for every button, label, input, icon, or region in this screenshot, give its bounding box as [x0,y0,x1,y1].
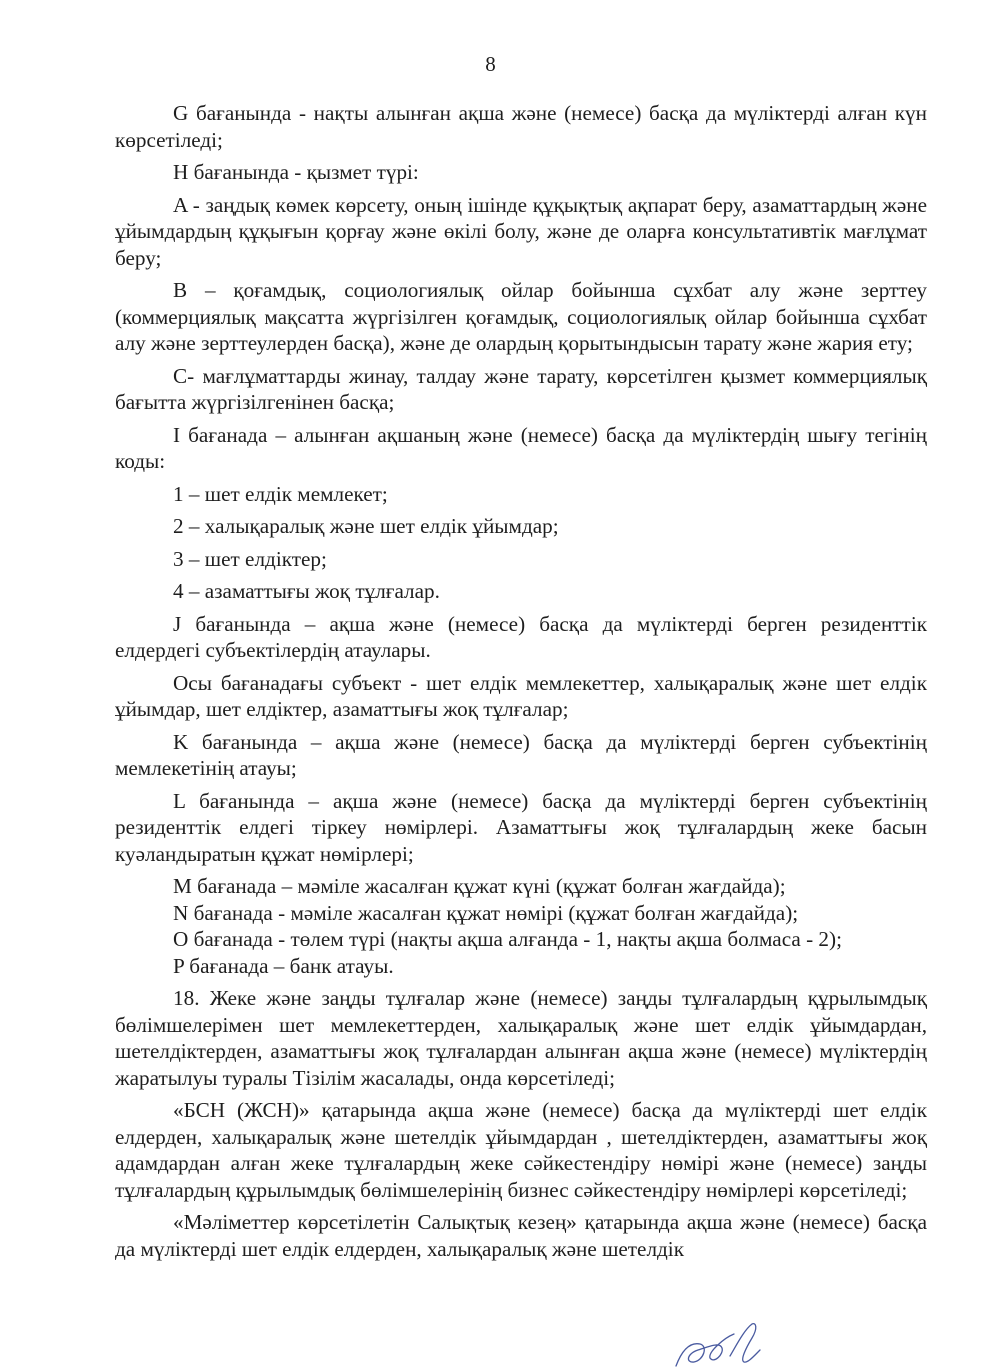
paragraph-column-m: M бағанада – мәміле жасалған құжат күні (құжат болған жағдайда); [173,874,786,898]
paragraph-section-18: 18. Жеке және заңды тұлғалар және (немесе) заңды тұлғалардың құрылымдық бөлімшелерімен шет мемлекеттерден, халықаралық және шет елдік ұйымдардан, шетелдіктерден, азаматтығы жоқ тұлғалардан алынған ақша және (немесе) мүліктердің жаратылуы туралы Тізілім жасалады, онда көрсетіледі; [115,986,927,1090]
page-number: 8 [485,52,496,76]
list-item-code-3: 3 – шет елдіктер; [173,546,327,571]
paragraph-service-a: A - заңдық көмек көрсету, оның ішінде құқықтық ақпарат беру, азаматтардың және ұйымдардың құқығын қорғау және өкілі болу, және де оларға консультативтік мағлұмат беру; [115,192,927,270]
paragraph-service-c: C- мағлұматтарды жинау, талдау және тарату, көрсетілген қызмет коммерциялық бағытта жүргізілгенінен басқа; [115,363,927,414]
document-body [115,100,927,1262]
list-item-code-1: 1 – шет елдік мемлекет; [173,481,388,506]
list-item-code-2: 2 – халықаралық және шет елдік ұйымдар; [173,514,559,538]
paragraph-column-h: H бағанында - қызмет түрі: [173,160,419,184]
paragraph-service-b: B – қоғамдық, социологиялық ойлар бойынша сұхбат алу және зерттеу (коммерциялық мақсатта жүргізілген қоғамдық, социологиялық ойлар бойынша сұхбат алу және зерттеулерден басқа), және де олардың қорытындысын тарату және жария ету; [115,278,927,355]
paragraph-column-p: P бағанада – банк атауы. [173,953,394,978]
list-item-code-4: 4 – азаматтығы жоқ тұлғалар. [173,579,440,603]
paragraph-subject-definition: Осы бағанадағы субъект - шет елдік мемлекеттер, халықаралық және шет елдік ұйымдар, шет елдіктер, азаматтығы жоқ тұлғалар; [115,670,927,721]
paragraph-bin-iin-row: «БСН (ЖСН)» қатарында ақша және (немесе) басқа да мүліктерді шет елдік елдерден, халықаралық және шетелдік ұйымдардан , шетелдіктерден, азаматтығы жоқ адамдардан алған жеке тұлғалардың жеке сәйкестендіру нөмірі және (немесе) заңды тұлғалардың құрылымдық бөлімшелерінің бизнес сәйкестендіру нөмірлері көрсетіледі; [115,1098,927,1202]
paragraph-column-g: G бағанында - нақты алынған ақша және (немесе) басқа да мүліктерді алған күн көрсетіледі; [115,101,927,152]
paragraph-column-l: L бағанында – ақша және (немесе) басқа да мүліктерді берген субъектінің резиденттік елдегі тіркеу нөмірлері. Азаматтығы жоқ тұлғалардың жеке басын куәландыратын құжат нөмірлері; [115,788,927,866]
paragraph-column-i: I бағанада – алынған ақшаның және (немесе) басқа да мүліктердің шығу тегінің коды: [115,422,927,473]
paragraph-column-o: O бағанада - төлем түрі (нақты ақша алғанда - 1, нақты ақша болмаса - 2); [173,927,842,951]
paragraph-tax-period-row: «Мәліметтер көрсетілетін Салықтық кезең» қатарында ақша және (немесе) басқа да мүліктерді шет елдік елдерден, халықаралық және шетелдік [115,1210,927,1261]
paragraph-column-n: N бағанада - мәміле жасалған құжат нөмірі (құжат болған жағдайда); [173,900,799,925]
signature-initials [668,1316,768,1369]
paragraph-column-j: J бағанында – ақша және (немесе) басқа да мүліктерді берген резиденттік елдердегі субъектілердің атаулары. [115,611,927,662]
paragraph-column-k: K бағанында – ақша және (немесе) басқа да мүліктерді берген субъектінің мемлекетінің атауы; [115,729,927,780]
